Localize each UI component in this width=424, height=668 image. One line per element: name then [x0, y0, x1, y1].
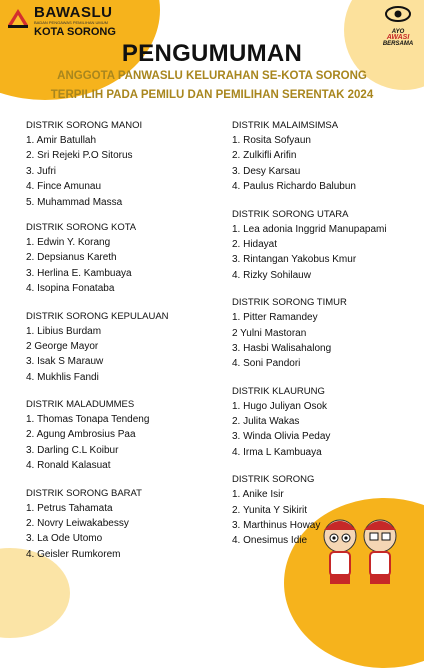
- ayo-awasi-bersama-badge: [378, 4, 418, 48]
- district-block: [26, 486, 206, 563]
- member-name: 4. Fince Amunau: [26, 181, 102, 193]
- logo-title: BAWASLU: [34, 4, 113, 21]
- member-name: 3. Herlina E. Kambuaya: [26, 267, 132, 279]
- member-name: 4. Ronald Kalasuat: [26, 460, 111, 472]
- member-name: 2. Agung Ambrosius Paa: [26, 429, 136, 441]
- bawaslu-logo: [6, 5, 116, 38]
- district-block: [232, 118, 412, 195]
- district-heading: DISTRIK SORONG BARAT: [26, 487, 142, 499]
- member-name: 4. Onesimus Idie: [232, 535, 308, 547]
- member-name: 1. Petrus Tahamata: [26, 502, 113, 514]
- district-block: [26, 118, 206, 210]
- member-name: 2 Yulni Mastoran: [232, 327, 307, 339]
- member-name: 2. Julita Wakas: [232, 416, 300, 428]
- member-name: 1. Pitter Ramandey: [232, 312, 318, 324]
- eye-icon: [378, 4, 418, 24]
- district-block: [232, 384, 412, 461]
- member-name: 3. Rintangan Yakobus Kmur: [232, 254, 357, 266]
- member-name: 1. Rosita Sofyaun: [232, 135, 311, 146]
- member-name: 4. Soni Pandori: [232, 358, 301, 370]
- tagline-bottom: BERSAMA: [382, 41, 414, 48]
- logo-subtitle: BADAN PENGAWAS PEMILIHAN UMUM: [34, 20, 108, 25]
- subtitle-line-1: ANGGOTA PANWASLU KELURAHAN SE-KOTA SORONG: [57, 70, 367, 82]
- member-name: 1. Thomas Tonapa Tendeng: [26, 414, 150, 426]
- member-name: 2. Yunita Y Sikirit: [232, 504, 308, 516]
- district-heading: DISTRIK SORONG MANOI: [26, 120, 143, 131]
- member-name: 3. Desy Karsau: [232, 165, 301, 177]
- member-name: 2. Sri Rejeki P.O Sitorus: [26, 150, 133, 162]
- member-name: 3. Jufri: [26, 165, 57, 177]
- member-name: 1. Lea adonia Inggrid Manupapami: [232, 223, 387, 235]
- member-name: 4. Rizky Sohilauw: [232, 269, 311, 281]
- district-heading: DISTRIK SORONG KEPULAUAN: [26, 310, 169, 322]
- member-name: 1. Edwin Y. Korang: [26, 236, 111, 248]
- tagline-mid: AWASI: [386, 34, 410, 41]
- member-name: 1. Anike Isir: [232, 489, 284, 501]
- district-heading: DISTRIK SORONG KOTA: [26, 221, 137, 233]
- member-name: 4. Mukhlis Fandi: [26, 371, 99, 383]
- member-name: 2 George Mayor: [26, 340, 99, 352]
- page-title: PENGUMUMAN: [121, 40, 303, 67]
- member-name: 2. Hidayat: [232, 238, 278, 250]
- district-block: [26, 397, 206, 474]
- district-block: [26, 220, 206, 297]
- district-heading: DISTRIK SORONG UTARA: [232, 208, 349, 220]
- member-name: 3. La Ode Utomo: [26, 533, 103, 545]
- member-name: 5. Muhammad Massa: [26, 196, 123, 208]
- member-name: 3. Hasbi Walisahalong: [232, 342, 332, 354]
- district-heading: DISTRIK MALADUMMES: [26, 399, 135, 411]
- district-heading: DISTRIK MALAIMSIMSA: [232, 120, 339, 131]
- district-block: [232, 207, 412, 284]
- left-column: [26, 118, 206, 562]
- member-name: 4. Irma L Kambuaya: [232, 446, 322, 458]
- district-block: [232, 295, 412, 372]
- district-heading: DISTRIK SORONG TIMUR: [232, 297, 347, 309]
- member-name: 2. Depsianus Kareth: [26, 252, 117, 264]
- member-name: 4. Isopina Fonataba: [26, 283, 115, 295]
- bawaslu-emblem-icon: [6, 5, 30, 29]
- member-name: 3. Isak S Marauw: [26, 356, 104, 368]
- member-name: 4. Geisler Rumkorem: [26, 548, 121, 560]
- member-name: 4. Paulus Richardo Balubun: [232, 181, 356, 193]
- member-name: 2. Novry Leiwakabessy: [26, 518, 129, 530]
- district-block: [26, 309, 206, 386]
- member-name: 3. Darling C.L Koibur: [26, 444, 119, 456]
- member-name: 1. Amir Batullah: [26, 135, 97, 146]
- member-name: 3. Marthinus Howay: [232, 520, 321, 532]
- subtitle-line-2: TERPILIH PADA PEMILU DAN PEMILIHAN SERENTAK 2024: [50, 89, 374, 101]
- member-name: 1. Libius Burdam: [26, 325, 102, 337]
- right-column: [232, 118, 412, 549]
- member-name: 3. Winda Olivia Peday: [232, 431, 331, 443]
- mascot-illustration: [310, 508, 410, 588]
- member-name: 2. Zulkifli Arifin: [232, 150, 297, 162]
- logo-city: KOTA SORONG: [34, 26, 116, 38]
- tagline-top: AYO: [391, 29, 405, 35]
- district-heading: DISTRIK SORONG: [232, 474, 315, 486]
- district-heading: DISTRIK KLAURUNG: [232, 385, 325, 397]
- member-name: 1. Hugo Juliyan Osok: [232, 400, 328, 412]
